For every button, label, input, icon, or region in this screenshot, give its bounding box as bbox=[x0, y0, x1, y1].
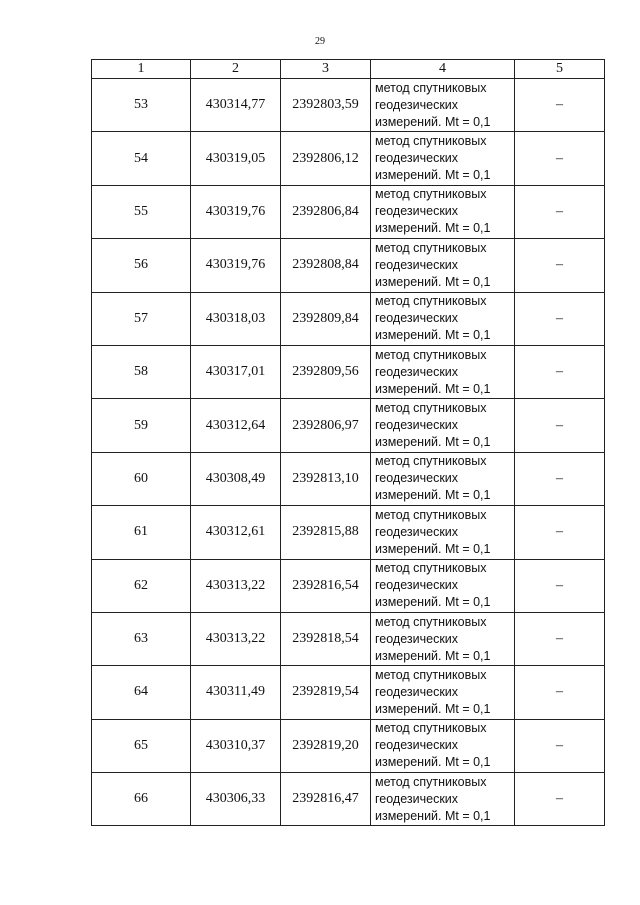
method-line-1: метод спутниковых bbox=[375, 774, 487, 789]
point-number: 61 bbox=[92, 506, 191, 559]
table-row bbox=[92, 292, 605, 345]
coord-x: 430319,05 bbox=[191, 132, 281, 185]
method-line-3: измерений. Mt = 0,1 bbox=[375, 808, 491, 823]
method-cell bbox=[371, 345, 515, 398]
coord-y: 2392815,88 bbox=[281, 506, 371, 559]
method-line-2: геодезических bbox=[375, 631, 459, 646]
point-number: 64 bbox=[92, 666, 191, 719]
point-number: 55 bbox=[92, 185, 191, 238]
table-row bbox=[92, 239, 605, 292]
header-col-5: 5 bbox=[515, 60, 605, 79]
method-line-2: геодезических bbox=[375, 791, 459, 806]
coord-y: 2392809,84 bbox=[281, 292, 371, 345]
coord-x: 430319,76 bbox=[191, 185, 281, 238]
coord-x: 430313,22 bbox=[191, 612, 281, 665]
method-line-1: метод спутниковых bbox=[375, 614, 487, 629]
method-line-3: измерений. Mt = 0,1 bbox=[375, 755, 491, 770]
col-5-value: – bbox=[515, 719, 605, 772]
table-row bbox=[92, 612, 605, 665]
method-line-1: метод спутниковых bbox=[375, 454, 487, 469]
method-cell bbox=[371, 185, 515, 238]
method-line-1: метод спутниковых bbox=[375, 507, 487, 522]
coord-y: 2392819,54 bbox=[281, 666, 371, 719]
method-line-3: измерений. Mt = 0,1 bbox=[375, 381, 491, 396]
method-line-1: метод спутниковых bbox=[375, 80, 487, 95]
method-line-2: геодезических bbox=[375, 738, 459, 753]
coord-x: 430319,76 bbox=[191, 239, 281, 292]
table-row bbox=[92, 185, 605, 238]
header-col-2: 2 bbox=[191, 60, 281, 79]
table-row bbox=[92, 452, 605, 505]
method-line-3: измерений. Mt = 0,1 bbox=[375, 168, 491, 183]
col-5-value: – bbox=[515, 185, 605, 238]
method-line-1: метод спутниковых bbox=[375, 401, 487, 416]
method-line-1: метод спутниковых bbox=[375, 667, 487, 682]
method-line-2: геодезических bbox=[375, 204, 459, 219]
point-number: 59 bbox=[92, 399, 191, 452]
method-line-2: геодезических bbox=[375, 257, 459, 272]
method-line-1: метод спутниковых bbox=[375, 347, 487, 362]
coord-x: 430312,64 bbox=[191, 399, 281, 452]
coord-y: 2392818,54 bbox=[281, 612, 371, 665]
col-5-value: – bbox=[515, 345, 605, 398]
page-number: 29 bbox=[315, 36, 325, 47]
method-line-1: метод спутниковых bbox=[375, 294, 487, 309]
table-row bbox=[92, 719, 605, 772]
method-line-1: метод спутниковых bbox=[375, 240, 487, 255]
method-cell bbox=[371, 452, 515, 505]
method-line-2: геодезических bbox=[375, 418, 459, 433]
method-line-2: геодезических bbox=[375, 364, 459, 379]
method-line-2: геодезических bbox=[375, 471, 459, 486]
coord-y: 2392816,54 bbox=[281, 559, 371, 612]
method-cell bbox=[371, 666, 515, 719]
table-row bbox=[92, 666, 605, 719]
table-row bbox=[92, 399, 605, 452]
method-cell bbox=[371, 132, 515, 185]
method-line-1: метод спутниковых bbox=[375, 721, 487, 736]
point-number: 58 bbox=[92, 345, 191, 398]
method-cell bbox=[371, 612, 515, 665]
coord-y: 2392819,20 bbox=[281, 719, 371, 772]
coord-x: 430308,49 bbox=[191, 452, 281, 505]
point-number: 65 bbox=[92, 719, 191, 772]
method-line-3: измерений. Mt = 0,1 bbox=[375, 595, 491, 610]
table-body bbox=[92, 79, 605, 826]
coord-x: 430313,22 bbox=[191, 559, 281, 612]
coord-x: 430306,33 bbox=[191, 773, 281, 826]
coord-x: 430312,61 bbox=[191, 506, 281, 559]
coord-x: 430317,01 bbox=[191, 345, 281, 398]
method-line-2: геодезических bbox=[375, 311, 459, 326]
coord-x: 430314,77 bbox=[191, 79, 281, 132]
point-number: 62 bbox=[92, 559, 191, 612]
coord-y: 2392806,97 bbox=[281, 399, 371, 452]
method-cell bbox=[371, 773, 515, 826]
method-line-3: измерений. Mt = 0,1 bbox=[375, 274, 491, 289]
col-5-value: – bbox=[515, 132, 605, 185]
method-line-3: измерений. Mt = 0,1 bbox=[375, 435, 491, 450]
method-line-3: измерений. Mt = 0,1 bbox=[375, 541, 491, 556]
coord-y: 2392813,10 bbox=[281, 452, 371, 505]
method-line-2: геодезических bbox=[375, 524, 459, 539]
point-number: 56 bbox=[92, 239, 191, 292]
method-cell bbox=[371, 292, 515, 345]
coord-y: 2392806,84 bbox=[281, 185, 371, 238]
coordinates-table bbox=[91, 59, 605, 826]
method-line-1: метод спутниковых bbox=[375, 561, 487, 576]
coord-y: 2392806,12 bbox=[281, 132, 371, 185]
col-5-value: – bbox=[515, 79, 605, 132]
coord-x: 430318,03 bbox=[191, 292, 281, 345]
col-5-value: – bbox=[515, 773, 605, 826]
method-line-3: измерений. Mt = 0,1 bbox=[375, 328, 491, 343]
method-cell bbox=[371, 559, 515, 612]
header-col-1: 1 bbox=[92, 60, 191, 79]
method-cell bbox=[371, 239, 515, 292]
method-cell bbox=[371, 399, 515, 452]
coord-x: 430311,49 bbox=[191, 666, 281, 719]
col-5-value: – bbox=[515, 239, 605, 292]
method-line-3: измерений. Mt = 0,1 bbox=[375, 221, 491, 236]
table-row bbox=[92, 506, 605, 559]
point-number: 66 bbox=[92, 773, 191, 826]
coord-y: 2392808,84 bbox=[281, 239, 371, 292]
point-number: 54 bbox=[92, 132, 191, 185]
coord-y: 2392809,56 bbox=[281, 345, 371, 398]
method-cell bbox=[371, 506, 515, 559]
col-5-value: – bbox=[515, 292, 605, 345]
col-5-value: – bbox=[515, 666, 605, 719]
header-col-4: 4 bbox=[371, 60, 515, 79]
table-row bbox=[92, 559, 605, 612]
col-5-value: – bbox=[515, 612, 605, 665]
method-line-2: геодезических bbox=[375, 97, 459, 112]
method-line-3: измерений. Mt = 0,1 bbox=[375, 114, 491, 129]
method-line-3: измерений. Mt = 0,1 bbox=[375, 701, 491, 716]
col-5-value: – bbox=[515, 399, 605, 452]
point-number: 53 bbox=[92, 79, 191, 132]
method-cell bbox=[371, 79, 515, 132]
col-5-value: – bbox=[515, 559, 605, 612]
col-5-value: – bbox=[515, 452, 605, 505]
method-line-2: геодезических bbox=[375, 578, 459, 593]
method-line-1: метод спутниковых bbox=[375, 134, 487, 149]
header-col-3: 3 bbox=[281, 60, 371, 79]
point-number: 57 bbox=[92, 292, 191, 345]
point-number: 63 bbox=[92, 612, 191, 665]
method-line-2: геодезических bbox=[375, 684, 459, 699]
method-line-3: измерений. Mt = 0,1 bbox=[375, 488, 491, 503]
table-header bbox=[92, 60, 605, 79]
table-row bbox=[92, 79, 605, 132]
point-number: 60 bbox=[92, 452, 191, 505]
method-line-3: измерений. Mt = 0,1 bbox=[375, 648, 491, 663]
method-line-2: геодезических bbox=[375, 151, 459, 166]
method-cell bbox=[371, 719, 515, 772]
table-row bbox=[92, 773, 605, 826]
coord-y: 2392816,47 bbox=[281, 773, 371, 826]
col-5-value: – bbox=[515, 506, 605, 559]
method-line-1: метод спутниковых bbox=[375, 187, 487, 202]
coord-x: 430310,37 bbox=[191, 719, 281, 772]
table-row bbox=[92, 345, 605, 398]
coord-y: 2392803,59 bbox=[281, 79, 371, 132]
table-row bbox=[92, 132, 605, 185]
header-row bbox=[92, 60, 605, 79]
